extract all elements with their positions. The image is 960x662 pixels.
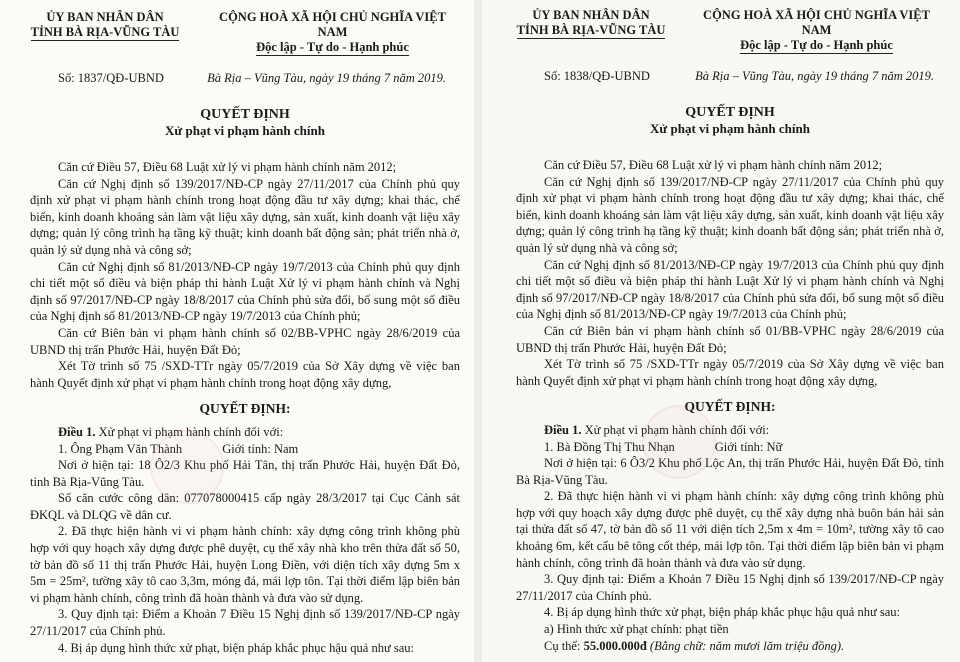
issuing-body — [30, 10, 180, 56]
stamp-mark — [642, 405, 716, 479]
org-line-2: TỈNH BÀ RỊA-VŨNG TÀU — [30, 25, 180, 39]
nation-line-1: CỘNG HOÀ XÃ HỘI CHỦ NGHĨA VIỆT NAM — [219, 10, 446, 39]
violator-gender: Giới tính: Nam — [222, 441, 299, 456]
nation-line-2: Độc lập - Tự do - Hạnh phúc — [256, 40, 409, 54]
place-date: Bà Rịa – Vũng Tàu, ngày 19 tháng 7 năm 2019. — [695, 69, 934, 83]
decision-heading: QUYẾT ĐỊNH: — [199, 401, 291, 417]
legal-basis: Căn cứ Nghị định số 139/2017/NĐ-CP ngày 27/11/2017 của Chính phủ quy định xử phạt vi phạm hành chính trong hoạt động đầu tư xây dựng; khai thác, chế biến, kinh doanh khoáng sản làm vật liệu xây dựng, sản xuất, kinh doanh vật liệu xây dựng; quản lý công trình hạ tầng kỹ thuật; kinh doanh bất động sản; phát triển nhà ở, quản lý sử dụng nhà và công sở; — [516, 174, 944, 255]
letterhead — [516, 8, 944, 54]
nation-line-2: Độc lập - Tự do - Hạnh phúc — [740, 38, 893, 52]
decision-title: QUYẾT ĐỊNH — [685, 105, 775, 120]
violator-row — [516, 439, 944, 456]
violator-address: Nơi ở hiện tại: 18 Ô2/3 Khu phố Hải Tân, thị trấn Phước Hải, huyện Đất Đỏ, tỉnh Bà Rịa-Vũng Tàu. — [30, 458, 460, 489]
decision-subtitle: Xử phạt vi phạm hành chính — [650, 121, 810, 136]
decision-number: Số: 1837/QĐ-UBND — [58, 71, 164, 85]
legal-basis: Xét Tờ trình số 75 /SXD-TTr ngày 05/7/2019 của Sở Xây dựng về việc ban hành Quyết định xử phạt vi phạm hành chính trong hoạt động xây dựng, — [516, 357, 944, 388]
fine-amount: 55.000.000đ — [583, 638, 647, 653]
legal-basis: Căn cứ Điều 57, Điều 68 Luật xử lý vi phạm hành chính năm 2012; — [544, 158, 883, 172]
nation-line-1: CỘNG HOÀ XÃ HỘI CHỦ NGHĨA VIỆT NAM — [703, 8, 930, 37]
national-motto — [689, 8, 944, 54]
legal-basis: Căn cứ Điều 57, Điều 68 Luật xử lý vi phạm hành chính năm 2012; — [58, 160, 397, 174]
article-text: Xử phạt vi phạm hành chính đối với: — [95, 424, 284, 439]
left-decision-page — [0, 0, 474, 662]
fine-row — [516, 638, 944, 655]
right-decision-page — [482, 0, 960, 662]
violator-id: Số căn cước công dân: 077078000415 cấp ngày 28/3/2017 tại Cục Cảnh sát ĐKQL và DLQG về dân cư. — [30, 491, 460, 522]
violation-description: 2. Đã thực hiện hành vi vi phạm hành chính: xây dựng công trình không phù hợp với quy hoạch xây dựng được phê duyệt, cụ thể xây nhà kho trên thửa đất số 50, tờ bản đồ số 11 thị trấn Phước Hải, huyện Long Điền, với diện tích xây dựng 5m x 5m = 25m², tường xây tô cao 3,3m, móng đá, mái lợp tôn. Tại thời điểm lập biên bản vi phạm hành chính, công trình đã hoàn thành và đưa vào sử dụng. — [30, 524, 460, 605]
penalty-heading: 4. Bị áp dụng hình thức xử phạt, biện pháp khắc phục hậu quả như sau: — [544, 605, 901, 620]
penalty-heading: 4. Bị áp dụng hình thức xử phạt, biện pháp khắc phục hậu quả như sau: — [58, 640, 415, 655]
number-date-row — [30, 70, 460, 86]
article-text: Xử phạt vi phạm hành chính đối với: — [581, 422, 770, 437]
org-line-1: ỦY BAN NHÂN DÂN — [532, 8, 650, 22]
org-line-2: TỈNH BÀ RỊA-VŨNG TÀU — [516, 23, 666, 37]
violator-address: Nơi ở hiện tại: 6 Ô3/2 Khu phố Lộc An, thị trấn Phước Hải, huyện Đất Đỏ, tỉnh Bà Rịa-Vũng Tàu. — [516, 456, 944, 487]
place-date: Bà Rịa – Vũng Tàu, ngày 19 tháng 7 năm 2019. — [207, 71, 446, 85]
article-1 — [516, 422, 944, 439]
regulation-reference: 3. Quy định tại: Điểm a Khoản 7 Điều 15 Nghị định số 139/2017/NĐ-CP ngày 27/11/2017 của Chính phủ. — [30, 607, 460, 639]
legal-basis: Căn cứ Nghị định số 81/2013/NĐ-CP ngày 19/7/2013 của Chính phủ quy định chi tiết một số điều và biện pháp thi hành Luật Xử lý vi phạm hành chính và Nghị định số 97/2017/NĐ-CP ngày 18/8/2017 của Chính phủ sửa đổi, bổ sung một số điều của Nghị định số 81/2013/NĐ-CP ngày 19/7/2013 của Chính phủ; — [30, 259, 460, 324]
penalty-type: a) Hình thức xử phạt chính: phạt tiền — [544, 622, 729, 637]
violator-gender: Giới tính: Nữ — [714, 439, 783, 454]
decision-heading: QUYẾT ĐỊNH: — [684, 399, 776, 415]
legal-basis: Xét Tờ trình số 75 /SXD-TTr ngày 05/7/2019 của Sở Xây dựng về việc ban hành Quyết định xử phạt vi phạm hành chính trong hoạt động xây dựng, — [30, 359, 460, 390]
decision-number: Số: 1838/QĐ-UBND — [544, 69, 650, 83]
org-line-1: ỦY BAN NHÂN DÂN — [46, 10, 164, 24]
letterhead — [30, 10, 460, 56]
national-motto — [205, 10, 460, 56]
regulation-reference: 3. Quy định tại: Điểm a Khoản 7 Điều 15 Nghị định số 139/2017/NĐ-CP ngày 27/11/2017 của Chính phủ. — [516, 572, 944, 603]
issuing-body — [516, 8, 666, 54]
article-label: Điều 1. — [544, 422, 582, 437]
number-date-row — [516, 68, 944, 84]
decision-subtitle: Xử phạt vi phạm hành chính — [165, 123, 325, 138]
legal-basis: Căn cứ Nghị định số 81/2013/NĐ-CP ngày 19/7/2013 của Chính phủ quy định chi tiết một số điều và biện pháp thi hành Luật Xử lý vi phạm hành chính và Nghị định số 97/2017/NĐ-CP ngày 18/8/2017 của Chính phủ sửa đổi, bổ sung một số điều của Nghị định số 81/2013/NĐ-CP ngày 19/7/2013 của Chính phủ; — [516, 257, 944, 322]
fine-label: Cụ thể: — [544, 638, 584, 653]
violator-name: 1. Bà Đồng Thị Thu Nhạn — [544, 439, 675, 454]
decision-title: QUYẾT ĐỊNH — [200, 107, 290, 122]
violation-description: 2. Đã thực hiện hành vi vi phạm hành chính: xây dựng công trình không phù hợp với quy hoạch xây dựng được phê duyệt, cụ thể xây dựng nhà buôn bán hải sản tại thửa đất số 47, tờ bản đồ số 11 với diện tích 2,5m x 4m = 10m², tường xây tô cao khoảng 6m, kết cấu bê tông cốt thép, mái lợp tôn. Tại thời điểm lập biên bản vi phạm hành chính, công trình đã hoàn thành và đưa vào sử dụng. — [516, 489, 944, 570]
article-label: Điều 1. — [58, 424, 96, 439]
violator-row — [30, 441, 460, 458]
stamp-mark — [150, 430, 224, 504]
violator-name: 1. Ông Phạm Văn Thành — [58, 441, 183, 456]
fine-amount-words: (Bằng chữ: năm mươi lăm triệu đồng). — [646, 638, 845, 653]
legal-basis: Căn cứ Biên bản vi phạm hành chính số 01/BB-VPHC ngày 28/6/2019 của UBND thị trấn Phước Hải, huyện Đất Đỏ; — [516, 323, 944, 355]
decision-body — [516, 157, 944, 654]
legal-basis: Căn cứ Nghị định số 139/2017/NĐ-CP ngày 27/11/2017 của Chính phủ quy định xử phạt vi phạm hành chính trong hoạt động đầu tư xây dựng; khai thác, chế biến, kinh doanh khoáng sản làm vật liệu xây dựng, sản xuất, kinh doanh vật liệu xây dựng; quản lý công trình hạ tầng kỹ thuật; kinh doanh bất động sản; phát triển nhà ở, quản lý sử dụng nhà và công sở; — [30, 176, 460, 257]
decision-body — [30, 159, 460, 656]
article-1 — [30, 424, 460, 441]
legal-basis: Căn cứ Biên bản vi phạm hành chính số 02/BB-VPHC ngày 28/6/2019 của UBND thị trấn Phước Hải, huyện Đất Đỏ; — [30, 325, 460, 357]
